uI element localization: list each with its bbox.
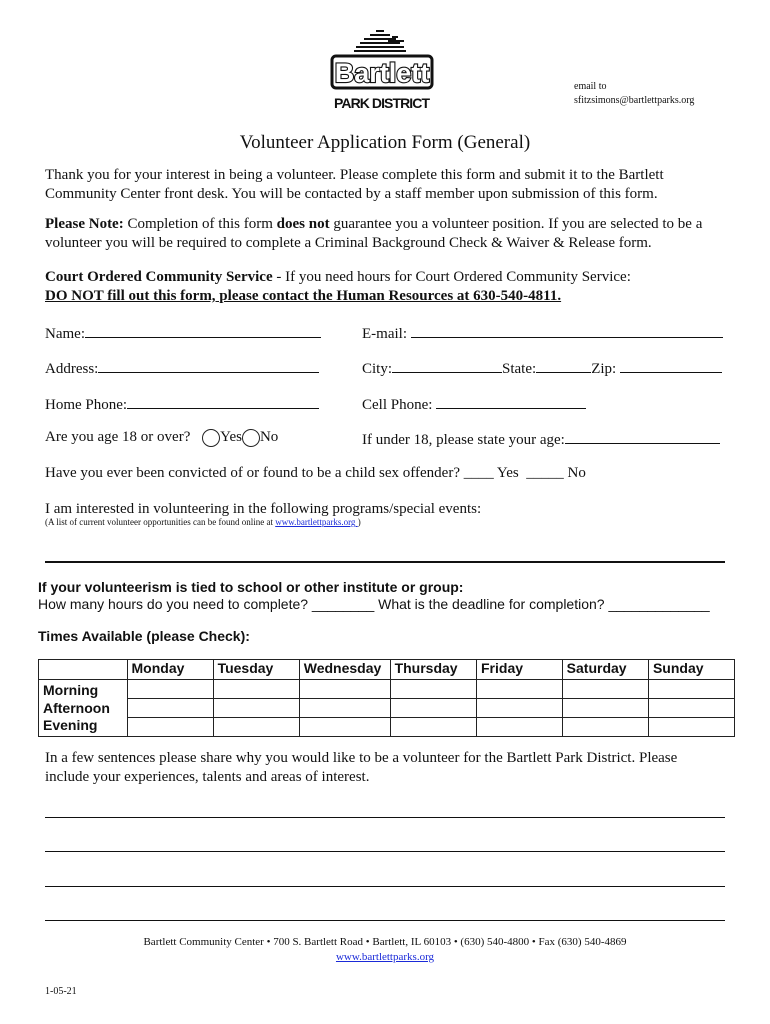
logo-graphic (330, 28, 434, 112)
court-ordered (45, 268, 735, 306)
footer-website-link[interactable]: www.bartlettparks.org (335, 951, 435, 963)
zip-input[interactable] (620, 358, 722, 373)
day-header-friday: Friday (477, 660, 563, 680)
why-text: In a few sentences please share why you would like to be a volunteer for the Bartlett Park District. Please include your experiences, talents and areas of interest. (45, 750, 678, 785)
page-title: Volunteer Application Form (General) (239, 132, 531, 153)
availability-cell[interactable] (299, 680, 390, 737)
state-label: State: (502, 361, 537, 377)
name-input[interactable] (85, 323, 321, 338)
city-input[interactable] (392, 358, 502, 373)
age-question (45, 428, 278, 447)
email-line1: email to (574, 81, 607, 92)
email-input[interactable] (411, 323, 723, 338)
answer-line-2[interactable] (45, 851, 725, 852)
age-question-label: Are you age 18 or over? (45, 429, 191, 445)
note-text1: Completion of this form (123, 216, 277, 232)
email-address[interactable]: sfitzsimons@bartlettparks.org (574, 95, 695, 106)
period-evening: Evening (43, 717, 98, 733)
availability-cell[interactable] (648, 680, 734, 737)
name-label: Name: (45, 326, 85, 342)
corner-cell (39, 660, 128, 680)
under18-field (362, 429, 720, 450)
day-header-wednesday: Wednesday (299, 660, 390, 680)
note-text2: guarantee you a volunteer position. If you are selected to be a volunteer you will be required to complete a Criminal Background Check & Waiver & Release form. (45, 216, 703, 251)
court-label: Court Ordered Community Service (45, 269, 273, 285)
answer-line-3[interactable] (45, 886, 725, 887)
period-labels (39, 680, 128, 737)
day-header-monday: Monday (127, 660, 213, 680)
yes-radio[interactable] (202, 429, 220, 447)
availability-cell[interactable] (562, 680, 648, 737)
period-morning: Morning (43, 682, 99, 698)
note-bold: does not (276, 216, 330, 232)
availability-cell[interactable] (127, 680, 213, 737)
email-label: E-mail: (362, 326, 407, 342)
court-warning: DO NOT fill out this form, please contact the Human Resources at 630-540-4811. (45, 288, 562, 304)
address-label: Address: (45, 361, 99, 377)
cell-phone-input[interactable] (436, 394, 586, 409)
home-phone-field (45, 394, 319, 415)
revision-date: 1-05-21 (45, 986, 77, 997)
school-hours-line: How many hours do you need to complete? ________ What is the deadline for completion? _____________ (38, 596, 710, 612)
state-input[interactable] (536, 358, 591, 373)
please-note (45, 215, 725, 253)
footer (0, 935, 770, 965)
day-header-sunday: Sunday (648, 660, 734, 680)
logo (330, 28, 434, 112)
programs-note (45, 517, 361, 527)
programs-line[interactable] (45, 561, 725, 563)
under18-label: If under 18, please state your age: (362, 432, 565, 448)
programs-note-suffix: ) (357, 517, 361, 527)
period-afternoon: Afternoon (43, 699, 110, 716)
no-radio[interactable] (242, 429, 260, 447)
school-heading: If your volunteerism is tied to school or other institute or group: (38, 579, 464, 595)
cell-phone-field (362, 394, 586, 415)
city-state-zip (362, 358, 722, 379)
zip-label: Zip: (591, 361, 617, 377)
svg-text:PARK DISTRICT: PARK DISTRICT (334, 95, 430, 111)
yes-label: Yes (220, 429, 242, 445)
times-heading: Times Available (please Check): (38, 628, 250, 644)
court-text: - If you need hours for Court Ordered Community Service: (272, 269, 631, 285)
city-label: City: (362, 361, 393, 377)
name-field (45, 323, 321, 344)
home-phone-input[interactable] (127, 394, 319, 409)
offender-question: Have you ever been convicted of or found to be a child sex offender? ____ Yes _____ No (45, 465, 586, 481)
table-row (39, 660, 735, 680)
day-header-saturday: Saturday (562, 660, 648, 680)
no-label: No (259, 429, 279, 445)
times-table (38, 659, 735, 737)
cell-phone-label: Cell Phone: (362, 397, 433, 413)
day-header-tuesday: Tuesday (213, 660, 299, 680)
answer-line-1[interactable] (45, 817, 725, 818)
table-row (39, 680, 735, 737)
home-phone-label: Home Phone: (45, 397, 128, 413)
availability-cell[interactable] (213, 680, 299, 737)
address-field (45, 358, 319, 379)
note-label: Please Note: (45, 216, 124, 232)
email-note (574, 80, 694, 108)
school-section (38, 579, 710, 613)
programs-link[interactable]: www.bartlettparks.org (275, 517, 358, 527)
under18-input[interactable] (565, 429, 720, 444)
email-field (362, 323, 723, 344)
programs-note-prefix: (A list of current volunteer opportunities can be found online at (45, 517, 276, 527)
day-header-thursday: Thursday (390, 660, 476, 680)
programs-text: I am interested in volunteering in the following programs/special events: (45, 501, 482, 517)
footer-address: Bartlett Community Center • 700 S. Bartlett Road • Bartlett, IL 60103 • (630) 540-4800 • Fax (630) 540-4869 (143, 936, 627, 948)
availability-cell[interactable] (477, 680, 563, 737)
availability-cell[interactable] (390, 680, 476, 737)
answer-line-4[interactable] (45, 920, 725, 921)
svg-text:Bartlett: Bartlett (334, 58, 430, 88)
intro-text: Thank you for your interest in being a volunteer. Please complete this form and submit it to the Bartlett Community Center front desk. You will be contacted by a staff member upon submission of this form. (45, 167, 664, 202)
address-input[interactable] (98, 358, 319, 373)
